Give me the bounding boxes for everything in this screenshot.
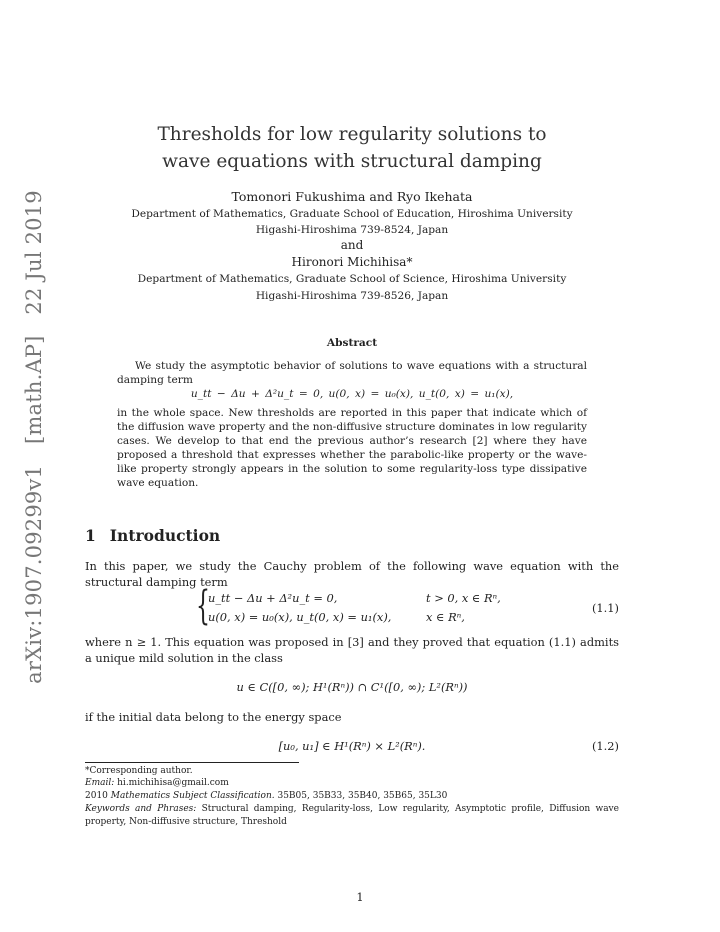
system-row-1-condition: t > 0, x ∈ Rⁿ, (426, 591, 501, 605)
section-number: 1 (85, 526, 96, 545)
equation-system-1-1 (196, 583, 526, 629)
arxiv-date: 22 Jul 2019 (22, 190, 46, 315)
page-number: 1 (356, 890, 364, 904)
email-label: Email: (85, 778, 115, 788)
footnote-rule (85, 762, 299, 763)
author-and: and (340, 238, 364, 252)
abstract-body: in the whole space. New thresholds are reported in this paper that indicate which of the diffusion wave property and the non-diffusive structure dominates in low regularity cases. We develop to that end the previous author’s research [2] where they have proposed a threshold that expresses whether the parabolic-like property or the wave-like property strongly appears in the solution to some regularity-loss type dissipative wave equation. (117, 407, 587, 489)
affiliation-2-line-1: Department of Mathematics, Graduate School of Science, Hiroshima University (137, 273, 567, 285)
author-names-1: Tomonori Fukushima and Ryo Ikehata (231, 189, 473, 204)
title-line-2: wave equations with structural damping (162, 151, 542, 172)
system-row-2-eq: u(0, x) = u₀(x), u_t(0, x) = u₁(x), (208, 610, 392, 624)
abstract-equation: u_tt − Δu + Δ²u_t = 0, u(0, x) = u₀(x), u_t(0, x) = u₁(x), (190, 388, 514, 400)
equation-label-1-2: (1.2) (591, 739, 619, 753)
abstract-heading: Abstract (326, 337, 378, 349)
affiliation-1-line-2: Higashi-Hiroshima 739-8524, Japan (255, 224, 449, 236)
footnote-email (85, 777, 619, 790)
intro-paragraph-1: In this paper, we study the Cauchy problem of the following wave equation with the structural damping term (85, 559, 619, 589)
footnote-keywords (85, 803, 619, 828)
title-line-1: Thresholds for low regularity solutions to (157, 124, 547, 145)
section-heading (85, 526, 220, 545)
keywords-list: Structural damping, Regularity-loss, Low regularity, Asymptotic profile, Diffusion wave property, Non-diffusive structure, Threshold (85, 804, 619, 827)
solution-class-equation: u ∈ C([0, ∞); H¹(Rⁿ)) ∩ C¹([0, ∞); L²(Rⁿ)) (236, 680, 468, 694)
left-brace: { (196, 583, 210, 629)
affiliation-2-line-2: Higashi-Hiroshima 739-8526, Japan (255, 290, 449, 302)
arxiv-sidebar-stamp (22, 176, 46, 684)
arxiv-id: arXiv:1907.09299v1 (22, 464, 46, 684)
arxiv-category: [math.AP] (22, 335, 46, 445)
msc-year: 2010 (85, 791, 108, 801)
equation-label-1-1: (1.1) (591, 601, 619, 615)
intro-paragraph-3: if the initial data belong to the energy space (85, 710, 342, 724)
msc-label: Mathematics Subject Classification. (110, 791, 275, 801)
msc-codes: 35B05, 35B33, 35B40, 35B65, 35L30 (277, 791, 448, 801)
section-title: Introduction (109, 526, 221, 545)
abstract-intro: We study the asymptotic behavior of solutions to wave equations with a structural damping term (117, 360, 587, 386)
footnote-msc (85, 790, 619, 803)
keywords-label: Keywords and Phrases: (85, 804, 197, 814)
email-address: hi.michihisa@gmail.com (117, 778, 229, 788)
system-row-1-eq: u_tt − Δu + Δ²u_t = 0, (208, 591, 338, 605)
system-row-2 (208, 610, 465, 624)
energy-space-equation: [u₀, u₁] ∈ H¹(Rⁿ) × L²(Rⁿ). (278, 739, 426, 753)
paper-title (85, 121, 619, 175)
affiliation-1-line-1: Department of Mathematics, Graduate School of Education, Hiroshima University (131, 208, 573, 220)
system-row-1 (208, 591, 501, 605)
footnote-corresponding: *Corresponding author. (85, 766, 193, 776)
intro-paragraph-2: where n ≥ 1. This equation was proposed in [3] and they proved that equation (1.1) admits a unique mild solution in the class (85, 635, 619, 665)
system-row-2-condition: x ∈ Rⁿ, (426, 610, 465, 624)
author-names-2: Hironori Michihisa* (291, 255, 413, 269)
